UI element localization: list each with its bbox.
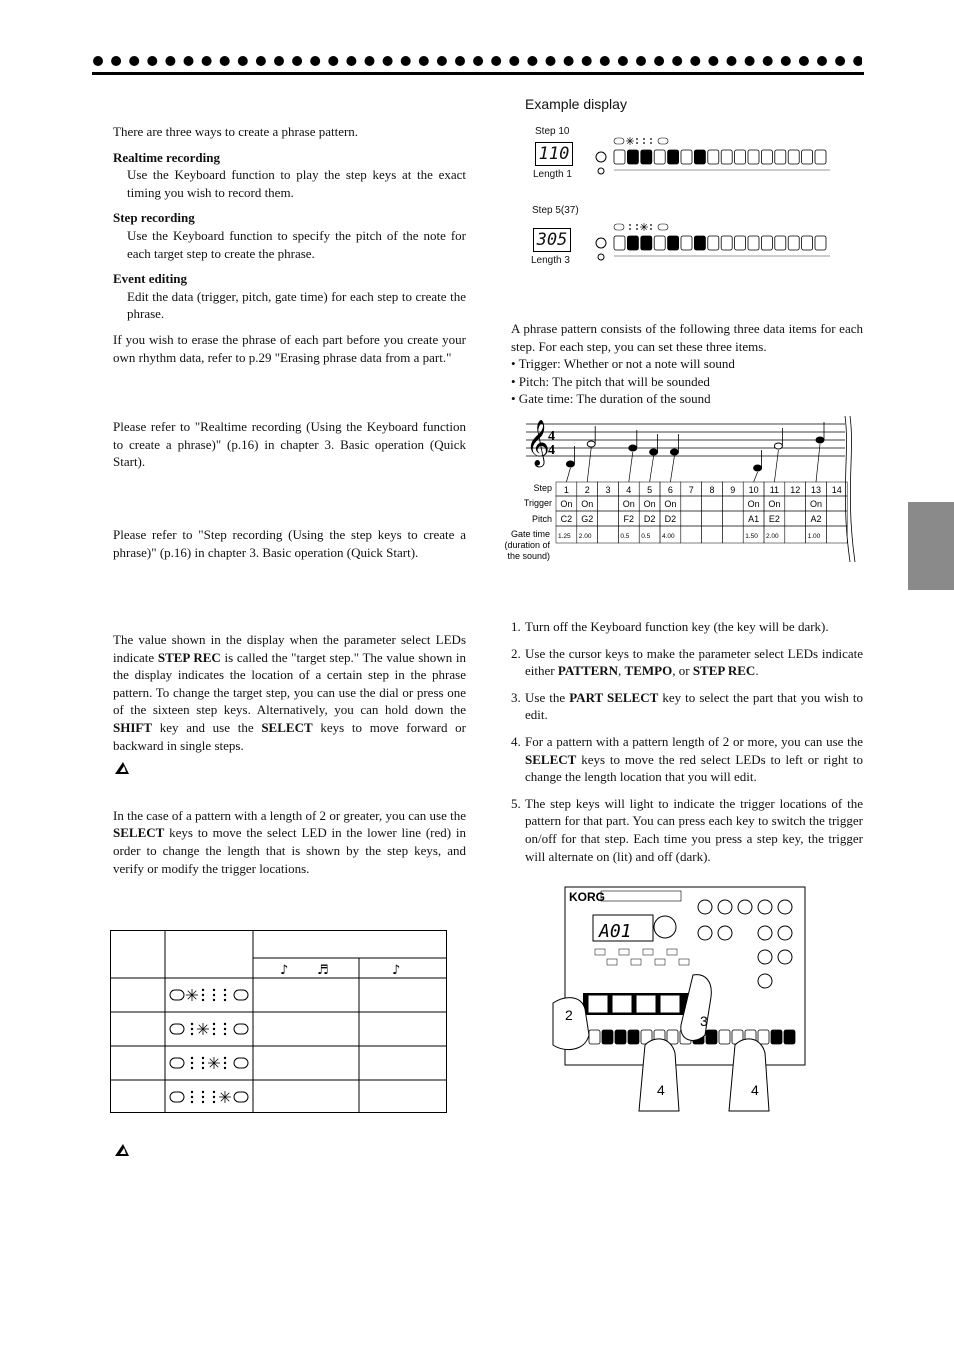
note-head [629, 445, 637, 451]
transport-key [637, 996, 655, 1012]
step-key [735, 150, 746, 164]
led-dot [202, 1062, 204, 1064]
device-step-key [615, 1030, 626, 1044]
step-key [721, 150, 732, 164]
led-dot [191, 1096, 193, 1098]
header-dot [419, 56, 429, 66]
procedure-step-2: 2. Use the cursor keys to make the parameter select LEDs indicate either PATTERN, TEMPO, or STEP REC. [511, 645, 863, 679]
method-title-event: Event editing [113, 271, 188, 287]
step-cell-pitch: D2 [664, 514, 677, 524]
step-cell-steps: 13 [810, 485, 822, 495]
erase-note: If you wish to erase the phrase of each part before you create your own rhythm data, refer to p.29 "Erasing phrase data from a part." [113, 331, 466, 365]
header-dot [817, 56, 827, 66]
knob-icon [758, 900, 772, 914]
step-key [735, 236, 746, 250]
step-key [788, 150, 799, 164]
left-column [113, 123, 466, 877]
device-step-key [719, 1030, 730, 1044]
select-right-icon [234, 1058, 248, 1068]
row-label-trigger: Trigger [523, 498, 552, 508]
note-head [816, 437, 824, 443]
device-step-key [602, 1030, 613, 1044]
header-dot [473, 56, 483, 66]
right-column [511, 320, 863, 408]
chapter-tab [908, 502, 954, 590]
step-cell-steps: 14 [831, 485, 842, 495]
header-dot [93, 56, 103, 66]
knob-icon [698, 926, 712, 940]
led-dot [213, 1028, 215, 1030]
led-dot [224, 1033, 226, 1035]
step-key [748, 150, 759, 164]
header-dot [111, 56, 121, 66]
header-dot [853, 56, 862, 66]
part-key-icon [598, 254, 604, 260]
disp2-length-label: Length 3 [531, 255, 570, 266]
method-body-step: Use the Keyboard function to specify the pitch of the note for each target step to create the phrase. [127, 227, 466, 261]
led-lit-icon [208, 1057, 220, 1069]
header-dot [274, 56, 284, 66]
bullet-trigger: • Trigger: Whether or not a note will sound [511, 356, 735, 372]
step-cell-gate: 2.00 [578, 533, 592, 540]
callout-4a: 4 [657, 1082, 665, 1098]
led-dot [224, 1028, 226, 1030]
data-items-intro: A phrase pattern consists of the following three data items for each step. For each step, you can set these three items. [511, 321, 863, 354]
hand-bottom-right [729, 1039, 769, 1111]
knob-icon [758, 950, 772, 964]
led-lit-icon [186, 989, 198, 1001]
led-dot [224, 1057, 226, 1059]
step-key [627, 236, 638, 250]
target-step-text: The value shown in the display when the parameter select LEDs indicate STEP REC is called the "target step." The value shown in the display indicates the location of a certain step in the phrase pattern. To change the target step, you can use the dial or press one of the sixteen step keys. Alternatively, you can hold down the SHIFT key and use the SELECT keys to move forward or backward in single steps. [113, 632, 466, 753]
step-cell-steps: 2 [584, 485, 590, 495]
step-key [614, 236, 625, 250]
hand-bottom-left [639, 1039, 679, 1111]
led-dot [191, 1057, 193, 1059]
step-key [815, 236, 826, 250]
callout-4b: 4 [751, 1082, 759, 1098]
length-note: In the case of a pattern with a length of 2 or greater, you can use the SELECT keys to move the select LED in the lower line (red) in order to change the length that is shown by the step keys, and verify or modify the trigger locations. [113, 807, 466, 876]
header-dot [509, 56, 519, 66]
led-dot [191, 1028, 193, 1030]
knob-icon [718, 900, 732, 914]
step-cell-gate: 0.5 [620, 533, 630, 540]
svg-text:4: 4 [548, 443, 555, 458]
header-dot [184, 56, 194, 66]
device-step-key [628, 1030, 639, 1044]
header-dot [365, 56, 375, 66]
device-step-key [784, 1030, 795, 1044]
bullet-gate: • Gate time: The duration of the sound [511, 391, 711, 407]
callout-2: 2 [565, 1007, 573, 1023]
led-dot [224, 994, 226, 996]
step-reference: Please refer to "Step recording (Using the step keys to create a phrase)" (p.16) in chapter 3. Basic operation (Quick Start). [113, 526, 466, 560]
row-label-step: Step [533, 483, 552, 493]
step-key [654, 150, 665, 164]
phrase-step-diagram [500, 412, 862, 562]
procedure-number: 4. [511, 733, 521, 749]
led-dot [224, 999, 226, 1001]
step-key [668, 236, 679, 250]
led-dot [191, 1023, 193, 1025]
header-dot [292, 56, 302, 66]
header-dot [672, 56, 682, 66]
knob-icon [738, 900, 752, 914]
transport-key [589, 996, 607, 1012]
led-dot [213, 989, 215, 991]
led-dot [191, 1067, 193, 1069]
step-key [788, 236, 799, 250]
step-key [668, 150, 679, 164]
step-cell-trigger: On [581, 499, 594, 509]
procedure-step-4: 4. For a pattern with a pattern length of 2 or more, you can use the SELECT keys to move the red select LEDs to left or right to change the length location that you will edit. [511, 733, 863, 785]
led-dot [213, 1096, 215, 1098]
disp1-step-label: Step 10 [535, 126, 570, 137]
note-pointer [650, 456, 654, 482]
step-cell-trigger: On [664, 499, 677, 509]
row-label-gate: the sound) [507, 551, 550, 561]
warning-icon [113, 1142, 131, 1158]
step-key [627, 150, 638, 164]
header-dot [147, 56, 157, 66]
step-cell-steps: 5 [647, 485, 653, 495]
step-cell-trigger: On [622, 499, 635, 509]
note-pointer [816, 444, 820, 482]
eighth-note-icon: ♪ [280, 963, 289, 978]
step-key [708, 236, 719, 250]
led-dot [213, 994, 215, 996]
select-left-icon [170, 1092, 184, 1102]
select-left-icon [170, 990, 184, 1000]
step-key [654, 236, 665, 250]
step-cell-pitch: G2 [581, 514, 594, 524]
step-key [694, 150, 705, 164]
procedure-number: 1. [511, 619, 521, 634]
hand-left [553, 998, 589, 1050]
step-cell-gate: 1.50 [745, 533, 758, 540]
step-cell-steps: 10 [748, 485, 759, 495]
led-dot [191, 1062, 193, 1064]
step-cell-steps: 9 [730, 485, 736, 495]
note-head [670, 449, 678, 455]
header-dot [527, 56, 537, 66]
note-pointer [774, 450, 778, 482]
note-pointer [566, 468, 570, 482]
step-cell-trigger: On [809, 499, 823, 509]
led-dot [191, 1101, 193, 1103]
step-cell-pitch: F2 [623, 514, 635, 524]
step-cell-steps: 6 [667, 485, 673, 495]
step-cell-pitch: D2 [643, 514, 656, 524]
led-dot [224, 1062, 226, 1064]
note-pointer [670, 456, 674, 482]
method-title-realtime: Realtime recording [113, 149, 220, 165]
step-cell-pitch: A2 [810, 514, 822, 524]
step-cell-pitch: A1 [748, 514, 760, 524]
header-dot [835, 56, 845, 66]
step-cell-steps: 12 [790, 485, 801, 495]
led-dot [224, 1067, 226, 1069]
device-led-readout: A01 [599, 921, 632, 942]
header-dot [256, 56, 266, 66]
procedure-number: 5. [511, 795, 521, 811]
step-key [641, 150, 652, 164]
step-cell-steps: 1 [563, 485, 569, 495]
knob-icon [778, 900, 792, 914]
step-cell-gate: 0.5 [641, 533, 651, 540]
step-cell-steps: 3 [605, 485, 611, 495]
select-right-icon [658, 224, 668, 230]
step-key [681, 236, 692, 250]
header-dot [165, 56, 175, 66]
led-dot [224, 989, 226, 991]
header-dot [129, 56, 139, 66]
select-right-icon [234, 990, 248, 1000]
step-cell-steps: 4 [626, 485, 632, 495]
select-left-icon [170, 1024, 184, 1034]
led-dot [213, 999, 215, 1001]
device-step-key [758, 1030, 769, 1044]
header-dot [564, 56, 574, 66]
header-dot [401, 56, 411, 66]
step-cell-steps: 7 [688, 485, 694, 495]
led-dot [202, 989, 204, 991]
step-cell-steps: 8 [709, 485, 715, 495]
method-body-event: Edit the data (trigger, pitch, gate time) for each step to create the phrase. [127, 288, 466, 322]
procedure-step-1: 1. Turn off the Keyboard function key (the key will be dark). [511, 619, 829, 634]
header-dot [582, 56, 592, 66]
device-step-key [589, 1030, 600, 1044]
step-key [748, 236, 759, 250]
electribe-device-illustration [545, 885, 810, 1115]
select-left-icon [614, 138, 624, 144]
keyboard-key-icon [596, 238, 606, 248]
method-body-realtime: Use the Keyboard function to play the step keys at the exact timing you wish to record them. [127, 167, 466, 200]
select-right-icon [658, 138, 668, 144]
header-dot [383, 56, 393, 66]
led-dot [191, 1033, 193, 1035]
keyboard-key-icon [596, 152, 606, 162]
header-dot [202, 56, 212, 66]
step-key [761, 236, 772, 250]
korg-logo: KORG [569, 890, 605, 904]
header-dot [763, 56, 773, 66]
step-cell-trigger: On [560, 499, 573, 509]
disp2-step-label: Step 5(37) [532, 205, 579, 216]
note-pointer [754, 472, 758, 482]
led-dot [213, 1091, 215, 1093]
header-dot [600, 56, 610, 66]
header-dot [618, 56, 628, 66]
note-head [650, 449, 658, 455]
eighth-note-icon: ♪ [392, 963, 401, 978]
header-dot [636, 56, 646, 66]
step-cell-trigger: On [643, 499, 656, 509]
step-cell-gate: 4.00 [662, 533, 675, 540]
step-key [681, 150, 692, 164]
step-key [802, 150, 813, 164]
led-dot [202, 1057, 204, 1059]
step-key [641, 236, 652, 250]
disp1-led-readout: 110 [535, 142, 573, 166]
step-cell-gate: 1.25 [558, 533, 571, 540]
header-dot [781, 56, 791, 66]
header-dot [491, 56, 501, 66]
led-dot [202, 994, 204, 996]
header-dot [654, 56, 664, 66]
step-key [761, 150, 772, 164]
note-head [754, 465, 762, 471]
device-step-key [706, 1030, 717, 1044]
header-dot [727, 56, 737, 66]
header-dot [220, 56, 230, 66]
procedure-step-5: 5. The step keys will light to indicate the trigger locations of the pattern for that part. You can press each key to switch the trigger on/off for that step. Each time you press a step key, the trigger will alternate on (lit) and off (dark). [511, 795, 863, 864]
led-dot [224, 1023, 226, 1025]
header-dot-rule [92, 55, 862, 67]
method-title-step: Step recording [113, 210, 195, 226]
svg-text:4: 4 [548, 429, 555, 444]
step-cell-trigger: On [747, 499, 760, 509]
step-key [802, 236, 813, 250]
note-head [587, 441, 595, 447]
knob-icon [758, 926, 772, 940]
header-dot [346, 56, 356, 66]
led-dot [202, 999, 204, 1001]
step-key [708, 150, 719, 164]
header-dot [455, 56, 465, 66]
select-led-table [110, 930, 447, 1113]
step-key [775, 236, 786, 250]
sixteenth-note-icon: ♬ [317, 963, 329, 978]
header-dot [546, 56, 556, 66]
step-cell-pitch: E2 [768, 514, 780, 524]
select-right-icon [234, 1024, 248, 1034]
knob-icon [758, 974, 772, 988]
header-rule [92, 72, 864, 75]
treble-clef-icon: 𝄞 [526, 420, 550, 466]
step-cell-gate: 1.00 [807, 533, 821, 540]
warning-icon [113, 760, 131, 776]
step-key-panel-2 [592, 216, 832, 268]
knob-icon [698, 900, 712, 914]
step-key-panel-1 [592, 130, 832, 182]
header-dot [238, 56, 248, 66]
knob-icon [718, 926, 732, 940]
row-label-pitch: Pitch [531, 514, 552, 524]
step-cell-pitch: C2 [560, 514, 573, 524]
led-dot [202, 1067, 204, 1069]
step-key [721, 236, 732, 250]
device-step-key [771, 1030, 782, 1044]
led-lit-icon [219, 1091, 231, 1103]
step-key [614, 150, 625, 164]
led-lit-icon [197, 1023, 209, 1035]
realtime-reference: Please refer to "Realtime recording (Using the Keyboard function to create a phrase)" (p.16) in chapter 3. Basic operation (Quick Start). [113, 419, 466, 470]
note-head [566, 461, 574, 467]
led-dot [213, 1101, 215, 1103]
step-key [815, 150, 826, 164]
header-dot [310, 56, 320, 66]
header-dot [745, 56, 755, 66]
step-cell-trigger: On [768, 499, 781, 509]
example-display-heading: Example display [525, 96, 627, 112]
bullet-pitch: • Pitch: The pitch that will be sounded [511, 373, 710, 389]
knob-icon [778, 950, 792, 964]
transport-key [661, 996, 679, 1012]
callout-3: 3 [700, 1013, 708, 1029]
led-dot [202, 1091, 204, 1093]
note-head [774, 443, 782, 449]
part-key-icon [598, 168, 604, 174]
led-dot [191, 1091, 193, 1093]
step-cell-steps: 11 [769, 485, 780, 495]
header-dot [708, 56, 718, 66]
header-dot [690, 56, 700, 66]
led-dot [202, 1101, 204, 1103]
select-left-icon [614, 224, 624, 230]
header-dot [437, 56, 447, 66]
intro-text: There are three ways to create a phrase pattern. [113, 124, 359, 139]
row-label-gate: (duration of [504, 540, 550, 550]
disp2-led-readout: 305 [533, 228, 571, 252]
led-dot [202, 1096, 204, 1098]
select-left-icon [170, 1058, 184, 1068]
step-key [775, 150, 786, 164]
led-dot [213, 1033, 215, 1035]
procedure-step-3: 3. Use the PART SELECT key to select the part that you wish to edit. [511, 689, 863, 723]
procedure-list [511, 618, 863, 874]
led-dot [213, 1023, 215, 1025]
step-cell-gate: 2.00 [766, 533, 779, 540]
step-key [694, 236, 705, 250]
select-right-icon [234, 1092, 248, 1102]
knob-icon [778, 926, 792, 940]
header-dot [328, 56, 338, 66]
row-label-gate: Gate time [510, 529, 550, 539]
header-dot [799, 56, 809, 66]
procedure-number: 3. [511, 689, 521, 705]
note-pointer [587, 448, 591, 482]
note-pointer [629, 452, 633, 482]
procedure-number: 2. [511, 645, 521, 661]
transport-key [613, 996, 631, 1012]
disp1-length-label: Length 1 [533, 169, 572, 180]
